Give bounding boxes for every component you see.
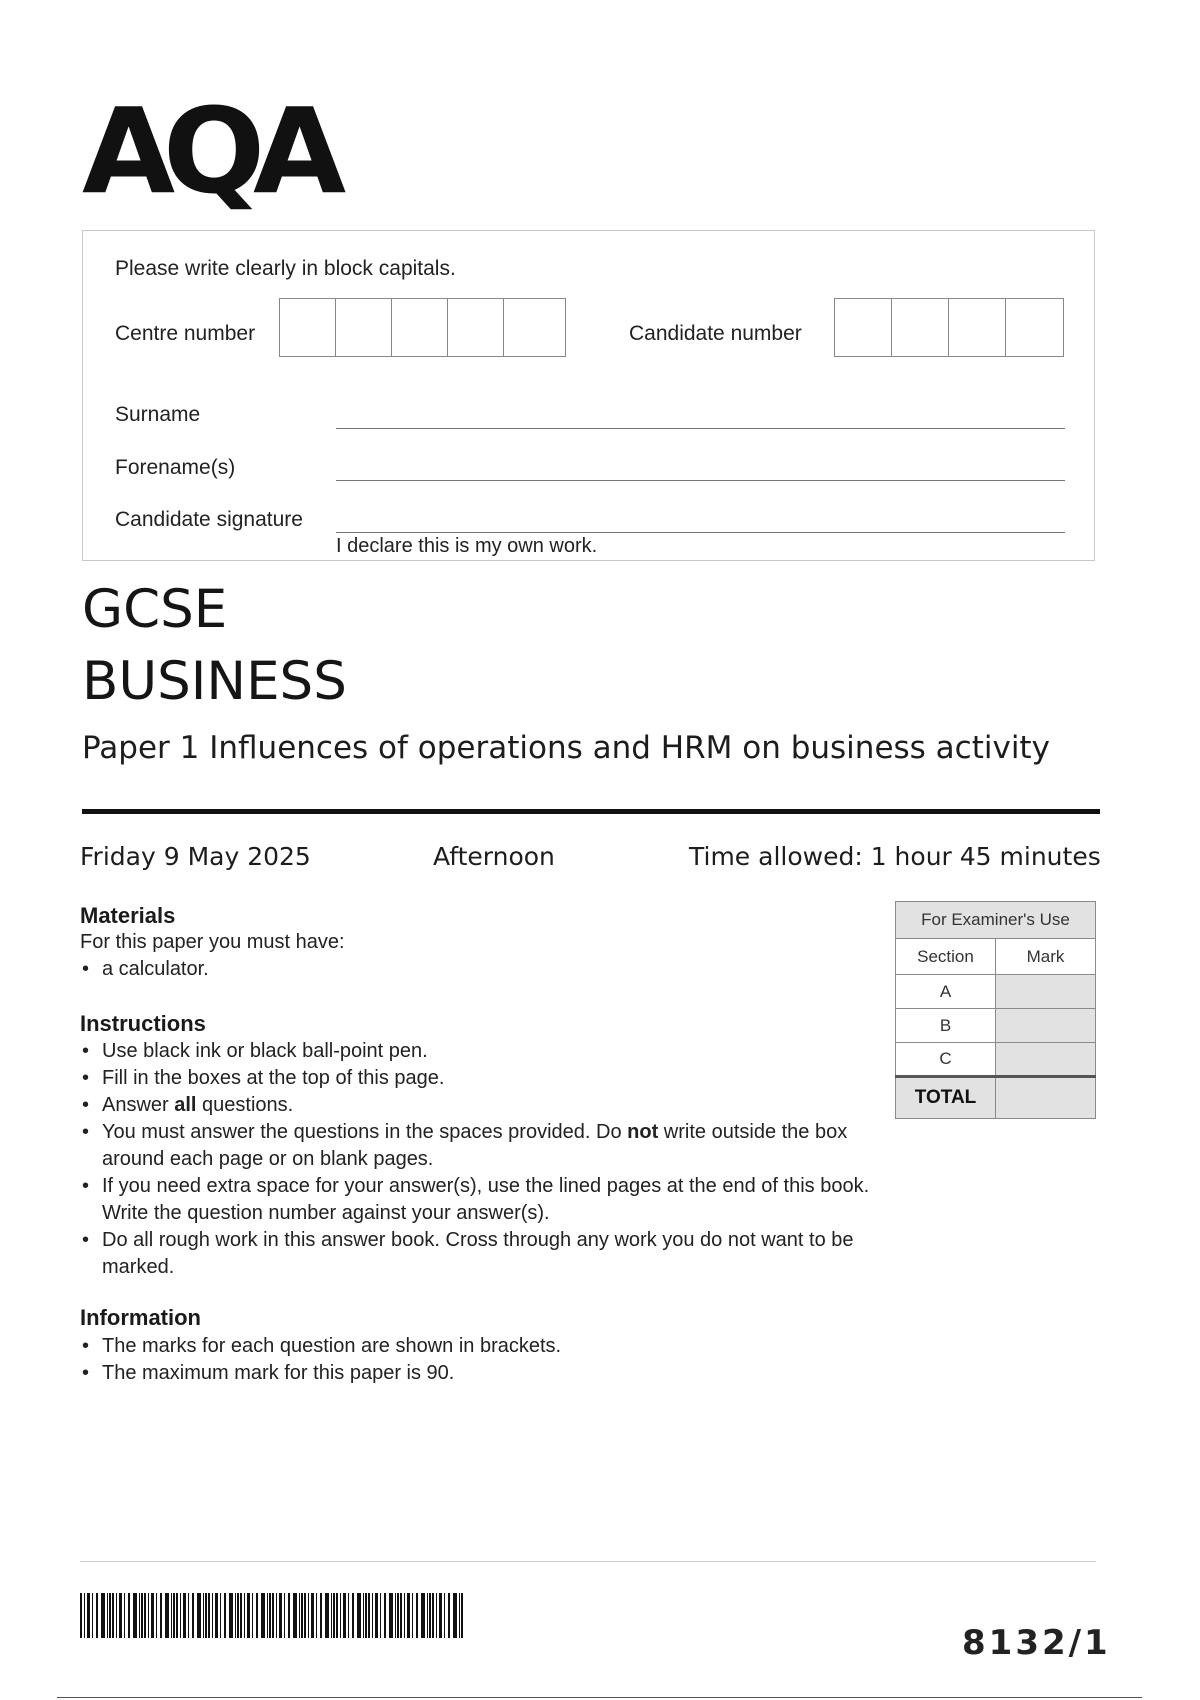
candidate-number-digit-box[interactable] xyxy=(949,299,1006,356)
subject-title: BUSINESS xyxy=(82,651,347,712)
materials-heading: Materials xyxy=(80,903,176,928)
declaration-text: I declare this is my own work. xyxy=(336,535,598,557)
examiners-use-table xyxy=(895,901,1096,1119)
materials-intro: For this paper you must have: xyxy=(80,931,345,953)
instruction-item: • If you need extra space for your answer(s), use the lined pages at the end of this book. Write the question number against your answer(s). xyxy=(80,1173,870,1227)
footer-divider xyxy=(80,1561,1096,1562)
materials-item: • a calculator. xyxy=(80,956,860,983)
total-label: TOTAL xyxy=(896,1077,996,1119)
centre-number-digit-box[interactable] xyxy=(392,299,448,356)
centre-number-digit-box[interactable] xyxy=(504,299,560,356)
centre-number-boxes[interactable] xyxy=(279,298,566,357)
instructions-section xyxy=(80,1038,870,1281)
title-divider xyxy=(82,809,1100,814)
mark-cell xyxy=(996,975,1096,1009)
surname-field[interactable] xyxy=(336,428,1065,429)
block-capitals-instruction: Please write clearly in block capitals. xyxy=(115,257,456,280)
section-column-header: Section xyxy=(896,939,996,975)
candidate-number-digit-box[interactable] xyxy=(835,299,892,356)
section-label: C xyxy=(896,1043,996,1077)
surname-label: Surname xyxy=(115,403,201,426)
instruction-item: • Fill in the boxes at the top of this page. xyxy=(80,1065,870,1092)
exam-session: Afternoon xyxy=(433,842,555,871)
information-item: • The marks for each question are shown in brackets. xyxy=(80,1333,870,1360)
instruction-item: • Do all rough work in this answer book. Cross through any work you do not want to be marked. xyxy=(80,1227,870,1281)
centre-number-digit-box[interactable] xyxy=(280,299,336,356)
paper-code: 8132/1 xyxy=(962,1623,1111,1663)
information-heading: Information xyxy=(80,1305,201,1330)
section-label: B xyxy=(896,1009,996,1043)
barcode xyxy=(80,1593,463,1638)
instruction-item: • You must answer the questions in the spaces provided. Do not write outside the box around each page or on blank pages. xyxy=(80,1119,870,1173)
paper-title: Paper 1 Influences of operations and HRM on business activity xyxy=(82,730,1050,766)
page-bottom-line xyxy=(57,1697,1142,1698)
signature-label: Candidate signature xyxy=(115,508,303,531)
qualification-level: GCSE xyxy=(82,579,228,640)
instruction-item: • Answer all questions. xyxy=(80,1092,870,1119)
candidate-number-label: Candidate number xyxy=(629,322,802,345)
materials-section xyxy=(80,929,860,983)
centre-number-digit-box[interactable] xyxy=(448,299,504,356)
instructions-heading: Instructions xyxy=(80,1011,206,1036)
candidate-number-boxes[interactable] xyxy=(834,298,1064,357)
information-section xyxy=(80,1333,870,1387)
time-allowed: Time allowed: 1 hour 45 minutes xyxy=(689,842,1101,871)
instruction-item: • Use black ink or black ball-point pen. xyxy=(80,1038,870,1065)
exam-date: Friday 9 May 2025 xyxy=(80,842,311,871)
total-mark-cell xyxy=(996,1077,1096,1119)
information-item: • The maximum mark for this paper is 90. xyxy=(80,1360,870,1387)
mark-cell xyxy=(996,1009,1096,1043)
candidate-number-digit-box[interactable] xyxy=(1006,299,1063,356)
forenames-field[interactable] xyxy=(336,480,1065,481)
aqa-logo: AQA xyxy=(82,82,334,220)
mark-column-header: Mark xyxy=(996,939,1096,975)
examiners-use-title: For Examiner's Use xyxy=(896,902,1096,939)
forenames-label: Forename(s) xyxy=(115,456,236,479)
mark-cell xyxy=(996,1043,1096,1077)
section-label: A xyxy=(896,975,996,1009)
candidate-number-digit-box[interactable] xyxy=(892,299,949,356)
centre-number-label: Centre number xyxy=(115,322,256,345)
centre-number-digit-box[interactable] xyxy=(336,299,392,356)
signature-field[interactable] xyxy=(336,532,1065,533)
